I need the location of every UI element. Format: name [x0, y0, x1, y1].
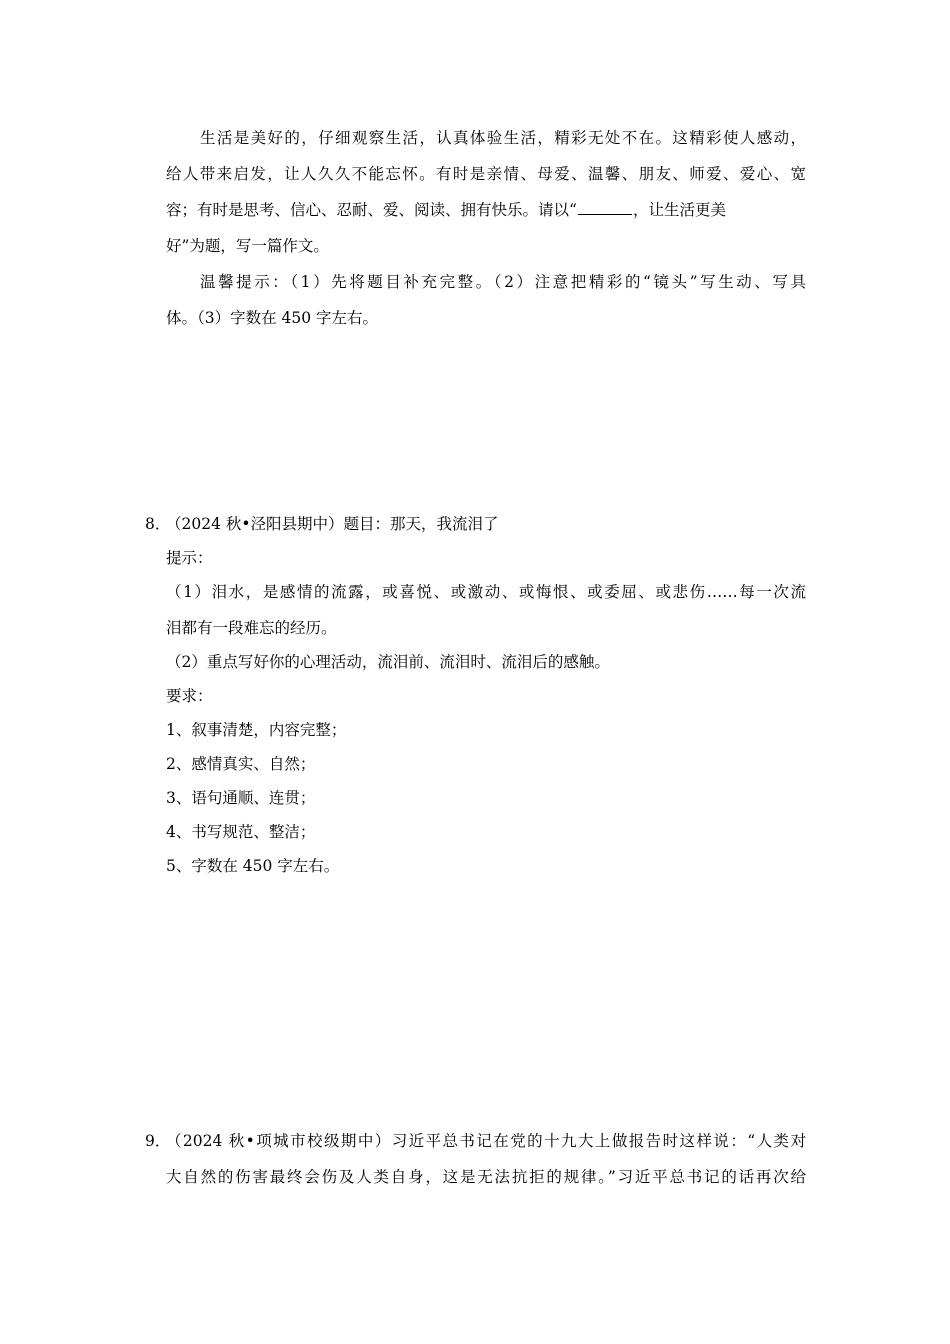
q9-number: 9． — [145, 1132, 171, 1150]
tip-line-1: 温馨提示：（1）先将题目补充完整。（2）注意把精彩的“镜头”写生动、写具 — [200, 273, 806, 291]
q8-hint-1a: （1）泪水，是感情的流露，或喜悦、或激动、或悔恨、或委屈、或悲伤……每一次流 — [166, 583, 806, 601]
q8-hint-1b: 泪都有一段难忘的经历。 — [166, 619, 337, 637]
q9-line-2: 大自然的伤害最终会伤及人类自身，这是无法抗拒的规律。”习近平总书记的话再次给 — [166, 1168, 806, 1186]
q9-heading: （2024 秋•项城市校级期中）习近平总书记在党的十九大上做报告时这样说：“人类对 — [166, 1132, 806, 1150]
q8-requirement-label: 要求： — [166, 687, 213, 705]
q8-number: 8． — [145, 515, 171, 533]
intro-line-3 — [166, 200, 806, 220]
intro-line-4: 好”为题，写一篇作文。 — [166, 237, 329, 255]
q8-hint-label: 提示： — [166, 549, 213, 567]
title-blank — [578, 200, 632, 215]
intro-line-2: 给人带来启发，让人久久不能忘怀。有时是亲情、母爱、温馨、朋友、师爱、爱心、宽 — [166, 165, 806, 183]
intro-line-3-after-blank: ，让生活更美 — [632, 201, 726, 219]
q8-heading: （2024 秋•泾阳县期中）题目：那天，我流泪了 — [166, 515, 499, 533]
q8-requirement-5: 5、字数在 450 字左右。 — [166, 857, 340, 875]
q8-hint-2: （2）重点写好你的心理活动，流泪前、流泪时、流泪后的感触。 — [166, 653, 610, 671]
intro-line-3-before-blank: 容；有时是思考、信心、忍耐、爱、阅读、拥有快乐。请以“ — [166, 201, 577, 219]
tip-line-2: 体。（3）字数在 450 字左右。 — [166, 309, 379, 327]
q8-requirement-4: 4、书写规范、整洁； — [166, 823, 316, 841]
intro-line-1: 生活是美好的，仔细观察生活，认真体验生活，精彩无处不在。这精彩使人感动， — [200, 129, 806, 147]
q8-requirement-3: 3、语句通顺、连贯； — [166, 789, 316, 807]
q8-requirement-1: 1、叙事清楚，内容完整； — [166, 721, 347, 739]
q8-requirement-2: 2、感情真实、自然； — [166, 755, 316, 773]
